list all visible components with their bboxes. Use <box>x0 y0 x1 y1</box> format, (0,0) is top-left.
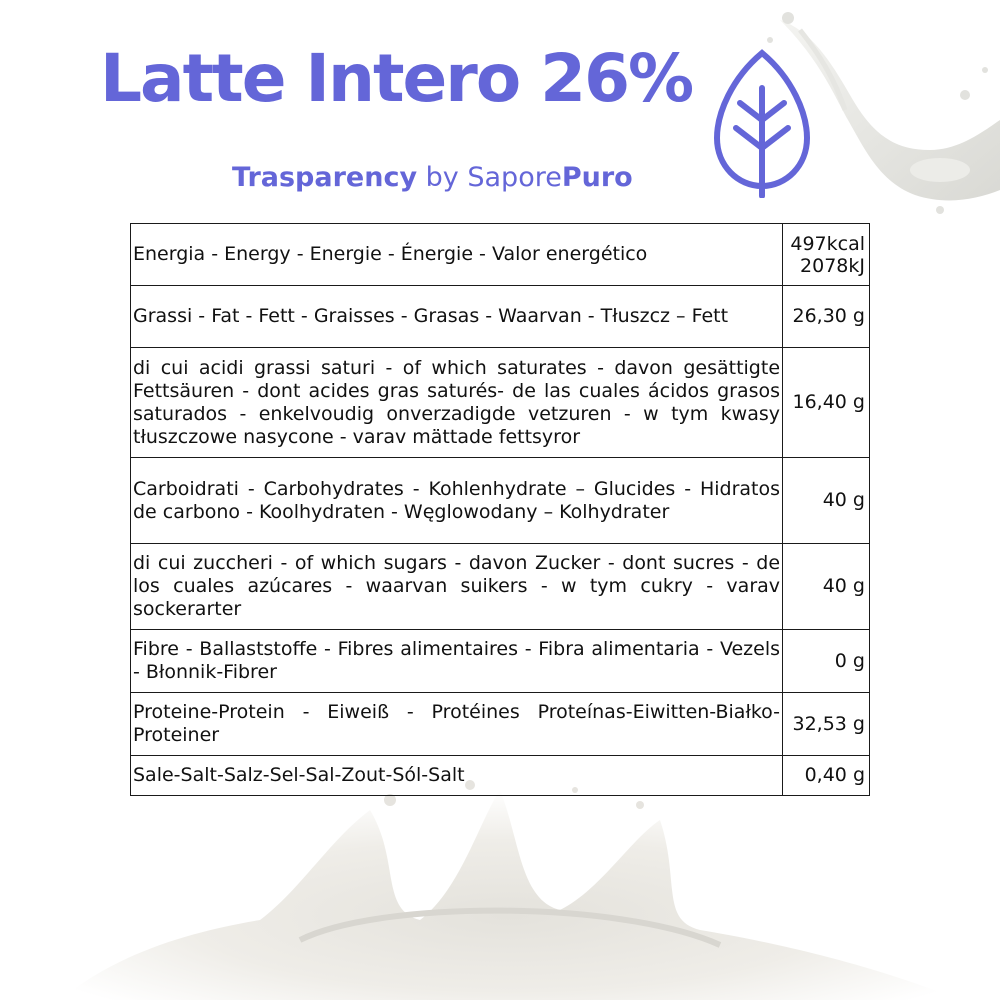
brand-name-bold: Puro <box>561 162 633 193</box>
table-row-fat <box>131 286 870 348</box>
row-label: di cui acidi grassi saturi - of which saturates - davon gesättigte Fettsäuren - dont acides gras saturés- de las cuales ácidos grasos saturados - enkelvoudig onverzadigde vetzuren - w tym kwasy tłuszczowe nasycone - varav mättade fettsyror <box>131 348 783 458</box>
row-value: 0 g <box>783 630 870 693</box>
brand-name-regular: Sapore <box>467 162 562 193</box>
table-row-carbohydrates <box>131 458 870 544</box>
table-row-sugars <box>131 544 870 630</box>
row-label: Grassi - Fat - Fett - Graisses - Grasas - Waarvan - Tłuszcz – Fett <box>131 286 783 348</box>
table-row-salt <box>131 756 870 796</box>
product-title: Latte Intero 26% <box>100 40 693 117</box>
row-label: Energia - Energy - Energie - Énergie - Valor energético <box>131 224 783 286</box>
row-label: Carboidrati - Carbohydrates - Kohlenhydrate – Glucides - Hidratos de carbono - Koolhydraten - Węglowodany – Kolhydrater <box>131 458 783 544</box>
row-value: 32,53 g <box>783 693 870 756</box>
row-label: Proteine-Protein - Eiweiß - Protéines Proteínas-Eiwitten-Białko-Proteiner <box>131 693 783 756</box>
table-row-saturates <box>131 348 870 458</box>
row-value: 0,40 g <box>783 756 870 796</box>
brand-name <box>467 162 632 193</box>
milk-splash-bottom <box>0 780 1000 1000</box>
subtitle-by: by <box>425 162 459 193</box>
leaf-icon <box>712 48 812 198</box>
nutrition-table <box>130 223 870 796</box>
row-value: 40 g <box>783 544 870 630</box>
row-value: 26,30 g <box>783 286 870 348</box>
row-value: 40 g <box>783 458 870 544</box>
row-value: 16,40 g <box>783 348 870 458</box>
brand-subtitle <box>232 162 633 193</box>
row-label: di cui zuccheri - of which sugars - davon Zucker - dont sucres - de los cuales azúcares - waarvan suikers - w tym cukry - varav sockerarter <box>131 544 783 630</box>
row-label: Sale-Salt-Salz-Sel-Sal-Zout-Sól-Salt <box>131 756 783 796</box>
subtitle-trasparency: Trasparency <box>232 162 418 193</box>
row-label: Fibre - Ballaststoffe - Fibres alimentaires - Fibra alimentaria - Vezels - Błonnik-Fibrer <box>131 630 783 693</box>
table-row-energy <box>131 224 870 286</box>
row-value: 497kcal 2078kJ <box>783 224 870 286</box>
table-row-fibre <box>131 630 870 693</box>
table-row-protein <box>131 693 870 756</box>
